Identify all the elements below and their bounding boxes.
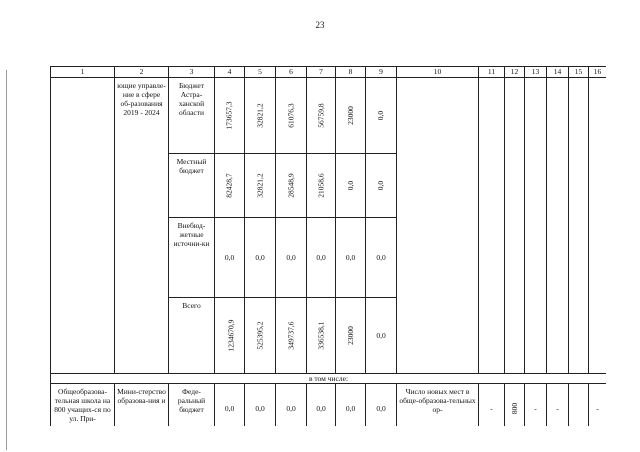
value-cell: 23000 [336, 78, 366, 154]
value-cell: 0,0 [215, 218, 245, 298]
executor-cell: Мини-стерство образова-ния и [115, 384, 169, 427]
project-name-cell: Общеобразова-тельная школа на 800 учащих-ся по ул. При- [51, 384, 115, 427]
value-cell: 349737,6 [276, 298, 307, 374]
value-cell: 0,0 [307, 218, 336, 298]
column-number: 5 [245, 67, 276, 78]
value-cell: 525395,2 [245, 298, 276, 374]
value-cell: 0,0 [336, 384, 366, 427]
value-cell: 82428,7 [215, 154, 245, 218]
budget-table [50, 66, 606, 426]
value-cell: 0,0 [276, 218, 307, 298]
value-cell: 336538,1 [307, 298, 336, 374]
value-cell: 0,0 [366, 298, 397, 374]
value-cell: - [525, 384, 547, 427]
table-row [51, 78, 607, 154]
value-cell: 0,0 [336, 154, 366, 218]
value-cell: 28548,9 [276, 154, 307, 218]
page-number: 23 [315, 20, 325, 30]
scan-edge-line [6, 70, 7, 450]
value-cell: 56759,8 [307, 78, 336, 154]
empty-cell [547, 78, 569, 374]
empty-cell [505, 78, 525, 374]
column-number-row [51, 67, 607, 78]
value-cell: 21058,6 [307, 154, 336, 218]
column-number: 16 [589, 67, 607, 78]
empty-cell [397, 78, 479, 374]
empty-cell [525, 78, 547, 374]
value-cell: 0,0 [336, 218, 366, 298]
empty-cell [589, 78, 607, 374]
value-cell: 61076,3 [276, 78, 307, 154]
including-label: в том числе: [51, 374, 607, 384]
column-number: 12 [505, 67, 525, 78]
value-cell: 32821,2 [245, 78, 276, 154]
value-cell: 0,0 [366, 218, 397, 298]
funding-source-cell: Внебюд-жетные источни-ки [169, 218, 215, 298]
column-number: 13 [525, 67, 547, 78]
value-cell: 0,0 [245, 384, 276, 427]
value-cell: 0,0 [215, 384, 245, 427]
value-cell: 1234670,9 [215, 298, 245, 374]
document-page [50, 66, 606, 426]
column-number: 1 [51, 67, 115, 78]
column-number: 15 [569, 67, 589, 78]
value-cell: 23000 [336, 298, 366, 374]
value-cell: 0,0 [245, 218, 276, 298]
column-number: 6 [276, 67, 307, 78]
value-cell: 0,0 [276, 384, 307, 427]
column-number: 9 [366, 67, 397, 78]
table-row [51, 384, 607, 427]
column-number: 8 [336, 67, 366, 78]
column-number: 11 [479, 67, 505, 78]
value-cell: 800 [505, 384, 525, 427]
value-cell: 0,0 [366, 78, 397, 154]
executor-cell: ющие управле-ние в сфере об-разования 2019 - 2024 [115, 78, 169, 374]
funding-source-cell: Всего [169, 298, 215, 374]
empty-cell [569, 78, 589, 374]
empty-cell [51, 78, 115, 374]
including-row [51, 374, 607, 384]
value-cell: 0,0 [366, 384, 397, 427]
value-cell: 32821,2 [245, 154, 276, 218]
value-cell: - [547, 384, 569, 427]
empty-cell [479, 78, 505, 374]
value-cell: 0,0 [307, 384, 336, 427]
column-number: 4 [215, 67, 245, 78]
value-cell: - [589, 384, 607, 427]
column-number: 14 [547, 67, 569, 78]
funding-source-cell: Местный бюджет [169, 154, 215, 218]
value-cell: - [479, 384, 505, 427]
funding-source-cell: Феде-ральный бюджет [169, 384, 215, 427]
value-cell: 173657,3 [215, 78, 245, 154]
value-cell [569, 384, 589, 427]
funding-source-cell: Бюджет Астра-ханской области [169, 78, 215, 154]
value-cell: 0,0 [366, 154, 397, 218]
column-number: 3 [169, 67, 215, 78]
indicator-cell: Число новых мест в обще-образова-тельных ор- [397, 384, 479, 427]
column-number: 2 [115, 67, 169, 78]
column-number: 7 [307, 67, 336, 78]
column-number: 10 [397, 67, 479, 78]
